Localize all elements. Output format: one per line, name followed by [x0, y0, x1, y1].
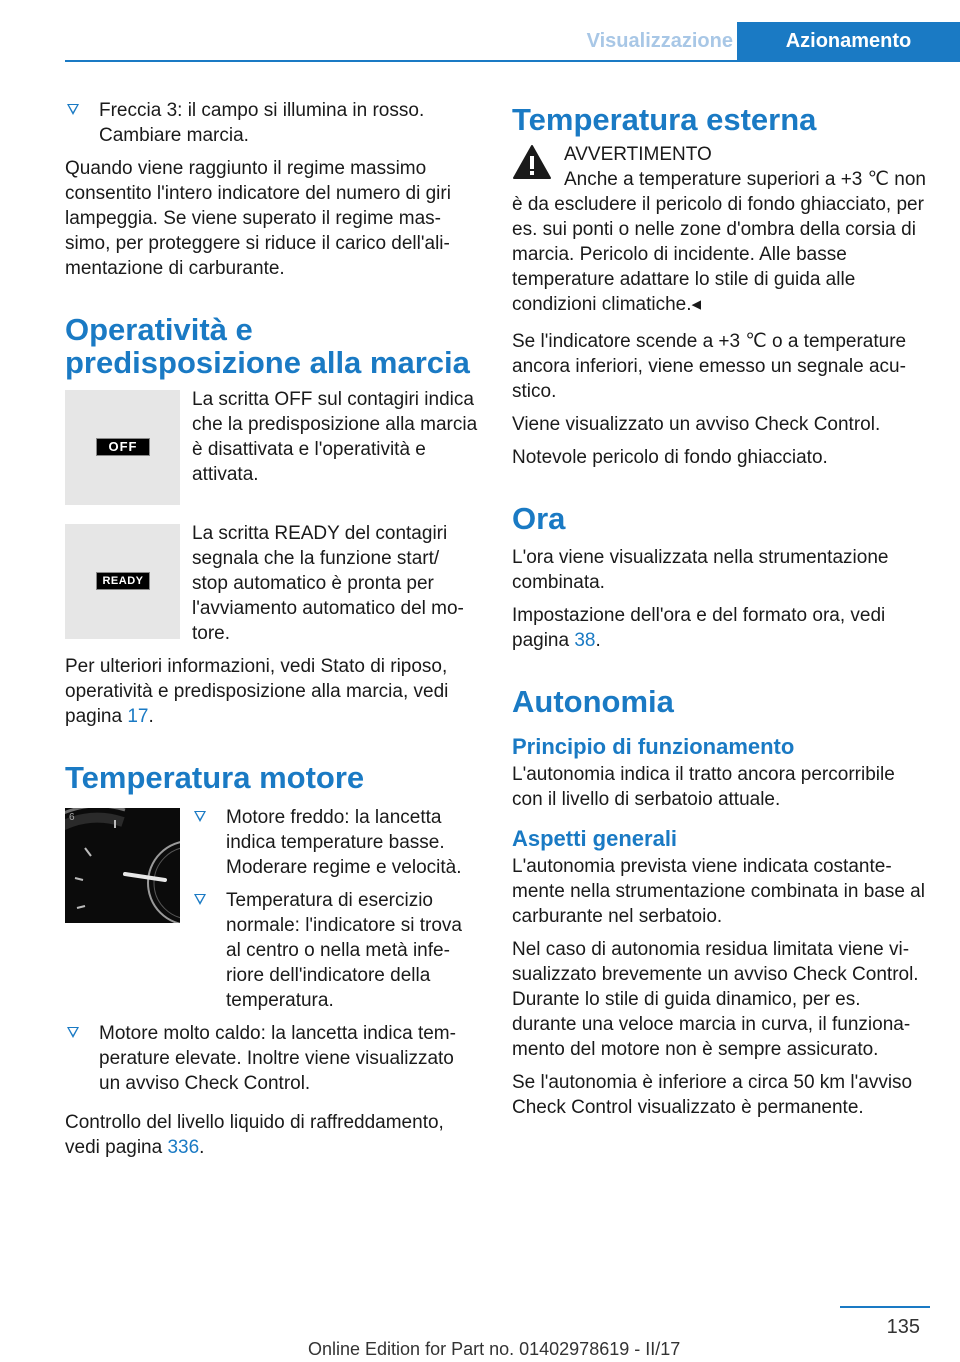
list-item: Temperatura di esercizio normale: l'indicatore si trova al centro o nella metà inferiore dell'indicatore della temperatura.	[192, 888, 479, 1013]
heading-aspetti: Aspetti generali	[512, 826, 678, 851]
gauge-bullets	[192, 805, 479, 1021]
heading-principio: Principio di funzionamento	[512, 734, 795, 759]
warning-block	[512, 142, 930, 167]
triangle-bullet-icon	[194, 894, 206, 905]
warning-label: AVVERTIMENTO	[564, 144, 712, 165]
page-link-38[interactable]: 38	[574, 630, 596, 651]
paragraph-info: Per ulteriori informazioni, vedi Stato di riposo, operatività e predisposizione alla marcia, vedi pagina 17.	[65, 656, 449, 727]
gauge-figure-row	[65, 808, 479, 1021]
ready-description: La scritta READY del contagiri segnala che la funzione start/ stop automatico è pronta per l'avviamento automatico del motore.	[192, 523, 464, 644]
paragraph-impostazione: Impostazione dell'ora e del formato ora, vedi pagina 38.	[512, 605, 886, 651]
off-figure-row	[65, 390, 479, 505]
page-number: 135	[886, 1316, 920, 1338]
tab-azionamento[interactable]: Azionamento	[737, 22, 960, 62]
list-item: Freccia 3: il campo si illumina in rosso. Cambiare marcia.	[65, 98, 479, 148]
off-badge: OFF	[96, 438, 150, 456]
page-link-336[interactable]: 336	[167, 1137, 200, 1158]
tab-visualizzazione[interactable]: Visualizzazione	[586, 30, 733, 52]
paragraph-principio: L'autonomia indica il tratto ancora percorribile con il livello di serbatoio attuale.	[512, 764, 895, 810]
ready-indicator-image	[65, 524, 180, 639]
paragraph-pericolo: Notevole pericolo di fondo ghiacciato.	[512, 447, 828, 468]
paragraph-check: Viene visualizzato un avviso Check Control.	[512, 414, 881, 435]
temperature-gauge-image	[65, 808, 180, 923]
page-link-17[interactable]: 17	[127, 706, 149, 727]
list-item: Motore molto caldo: la lancetta indica temperature elevate. Inoltre viene visualizzato un avviso Check Control.	[65, 1021, 479, 1096]
list-item: Motore freddo: la lancetta indica temperature basse. Moderare regime e velocità.	[192, 805, 479, 880]
right-column	[512, 98, 930, 1128]
heading-ora: Ora	[512, 501, 566, 536]
heading-temperatura-motore: Temperatura motore	[65, 760, 365, 795]
heading-temperatura-esterna: Temperatura esterna	[512, 102, 817, 137]
svg-text:6: 6	[69, 812, 75, 823]
paragraph-controllo: Controllo del livello liquido di raffreddamento, vedi pagina 336.	[65, 1112, 444, 1158]
ready-figure-row	[65, 524, 479, 646]
triangle-bullet-icon	[194, 811, 206, 822]
triangle-bullet-icon	[67, 1027, 79, 1038]
heading-operativita: Operatività e predisposizione alla marcia	[65, 312, 470, 380]
footer-rule	[840, 1306, 930, 1308]
heading-autonomia: Autonomia	[512, 684, 674, 719]
warning-triangle-icon	[512, 144, 552, 180]
paragraph-regime: Quando viene raggiunto il regime massimo consentito l'intero indicatore del numero di giri lampeggia. Se viene superato il regime massimo, per proteggere si riduce il carico dell'alimentazione di carburante.	[65, 158, 451, 279]
page-header	[65, 22, 960, 62]
off-indicator-image	[65, 390, 180, 505]
paragraph-ora: L'ora viene visualizzata nella strumentazione combinata.	[512, 547, 889, 593]
paragraph-50km: Se l'autonomia è inferiore a circa 50 km l'avviso Check Control visualizzato è permanente.	[512, 1072, 913, 1118]
off-description: La scritta OFF sul contagiri indica che la predisposizione alla marcia è disattivata e l'operatività e attivata.	[192, 389, 478, 485]
ready-badge: READY	[96, 572, 150, 590]
paragraph-aspetti: L'autonomia prevista viene indicata costantemente nella strumentazione combinata in base al carburante nel serbatoio.	[512, 856, 925, 927]
warning-text: Anche a temperature superiori a +3 ℃ non è da escludere il pericolo di fondo ghiacciato, per es. sui ponti o nelle zone d'ombra della corsia di marcia. Pericolo di incidente. Alle basse temperature adattare lo stile di guida alle condizioni climatiche.◂	[512, 169, 926, 315]
left-column	[65, 98, 479, 1168]
paragraph-indicatore: Se l'indicatore scende a +3 ℃ o a temperature ancora inferiori, viene emesso un segnale acustico.	[512, 331, 907, 402]
gauge-icon	[65, 808, 180, 923]
edition-note: Online Edition for Part no. 01402978619 - II/17	[308, 1339, 681, 1359]
triangle-bullet-icon	[67, 104, 79, 115]
paragraph-residua: Nel caso di autonomia residua limitata viene visualizzato brevemente un avviso Check Control. Durante lo stile di guida dinamico, per es. durante una veloce marcia in curva, il funzionamento del motore non è sempre assicurato.	[512, 939, 919, 1060]
